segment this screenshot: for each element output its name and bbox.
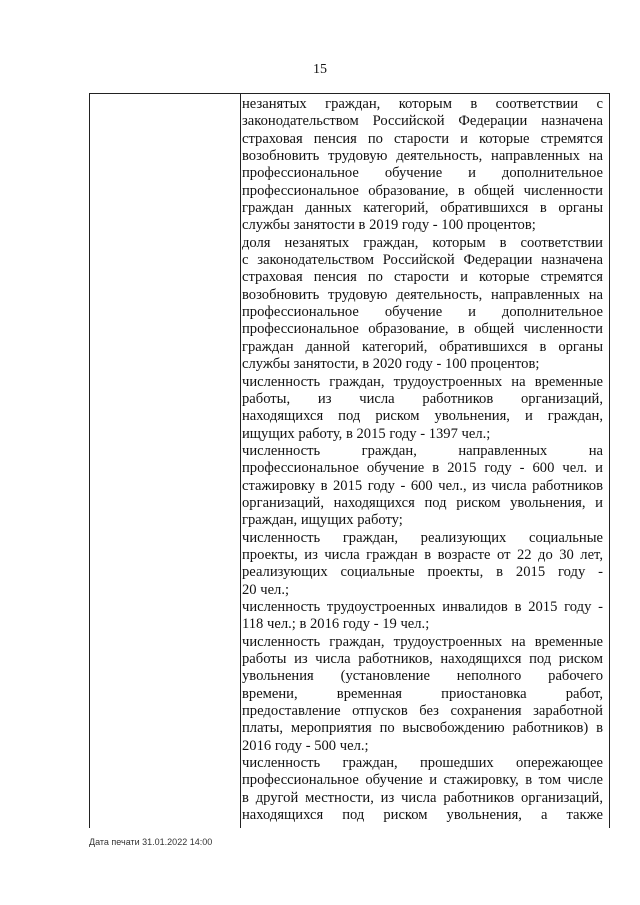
text-line: профессиональное образование, в общей численности [242,182,603,199]
text-line: службы занятости в 2019 году - 100 процентов; [242,217,536,234]
text-line: 118 чел.; в 2016 году - 19 чел.; [242,616,430,633]
text-line: численность граждан, прошедших опережающее [242,755,603,772]
text-line: доля незанятых граждан, которым в соответствии [242,234,603,251]
text-line: проекты, из числа граждан в возрасте от 22 до 30 лет, [242,546,603,563]
text-line: профессиональное обучение и стажировку, в том числе [242,772,603,789]
text-line: численность граждан, направленных на [242,442,603,459]
text-line: с законодательством Российской Федерации назначена [242,252,603,269]
text-line: организаций, находящихся под риском увольнения, и [242,494,603,511]
text-line: численность трудоустроенных инвалидов в 2015 году - [242,598,603,615]
document-table [89,93,610,828]
text-line: 20 чел.; [242,581,290,598]
text-line: профессиональное образование, в общей численности [242,321,603,338]
text-line: платы, мероприятия по высвобождению работников) в [242,720,603,737]
text-line: страховая пенсия по старости и которые стремятся [242,269,603,286]
text-line: реализующих социальные проекты, в 2015 году - [242,564,603,581]
text-line: службы занятости, в 2020 году - 100 процентов; [242,356,540,373]
text-line: страховая пенсия по старости и которые стремятся [242,130,603,147]
text-line: численность граждан, реализующих социальные [242,529,603,546]
text-line: возобновить трудовую деятельность, направленных на [242,148,603,165]
text-line: предоставление отпусков без сохранения заработной [242,703,603,720]
text-line: численность граждан, трудоустроенных на временные [242,373,603,390]
text-line: профессиональное обучение и дополнительное [242,165,603,182]
print-date-footer: Дата печати 31.01.2022 14:00 [89,837,213,847]
text-line: незанятых граждан, которым в соответствии с [242,96,603,112]
text-line: времени, временная приостановка работ, [242,685,603,702]
page-number: 15 [313,62,327,77]
text-line: в другой местности, из числа работников организаций, [242,789,603,806]
text-line: граждан данных категорий, обратившихся в органы [242,200,603,217]
text-line: возобновить трудовую деятельность, направленных на [242,286,603,303]
table-column-divider [240,94,241,828]
text-line: численность граждан, трудоустроенных на временные [242,633,603,650]
text-line: профессиональное обучение в 2015 году - 600 чел. и [242,460,603,477]
text-line: 2016 году - 500 чел.; [242,737,369,754]
text-line: находящихся под риском увольнения, а также [242,807,603,824]
text-line: увольнения (установление неполного рабочего [242,668,603,685]
text-line: работы, из числа работников организаций, [242,390,603,407]
text-line: профессиональное обучение и дополнительное [242,304,603,321]
text-line: стажировку в 2015 году - 600 чел., из числа работников [242,477,603,494]
text-line: находящихся под риском увольнения, и граждан, [242,408,603,425]
text-line: ищущих работу, в 2015 году - 1397 чел.; [242,425,491,442]
text-line: работы из числа работников, находящихся под риском [242,651,603,667]
text-line: законодательством Российской Федерации назначена [242,113,603,130]
table-content-cell [242,96,603,824]
text-line: граждан данной категорий, обратившихся в органы [242,338,603,355]
text-line: граждан, ищущих работу; [242,512,403,529]
